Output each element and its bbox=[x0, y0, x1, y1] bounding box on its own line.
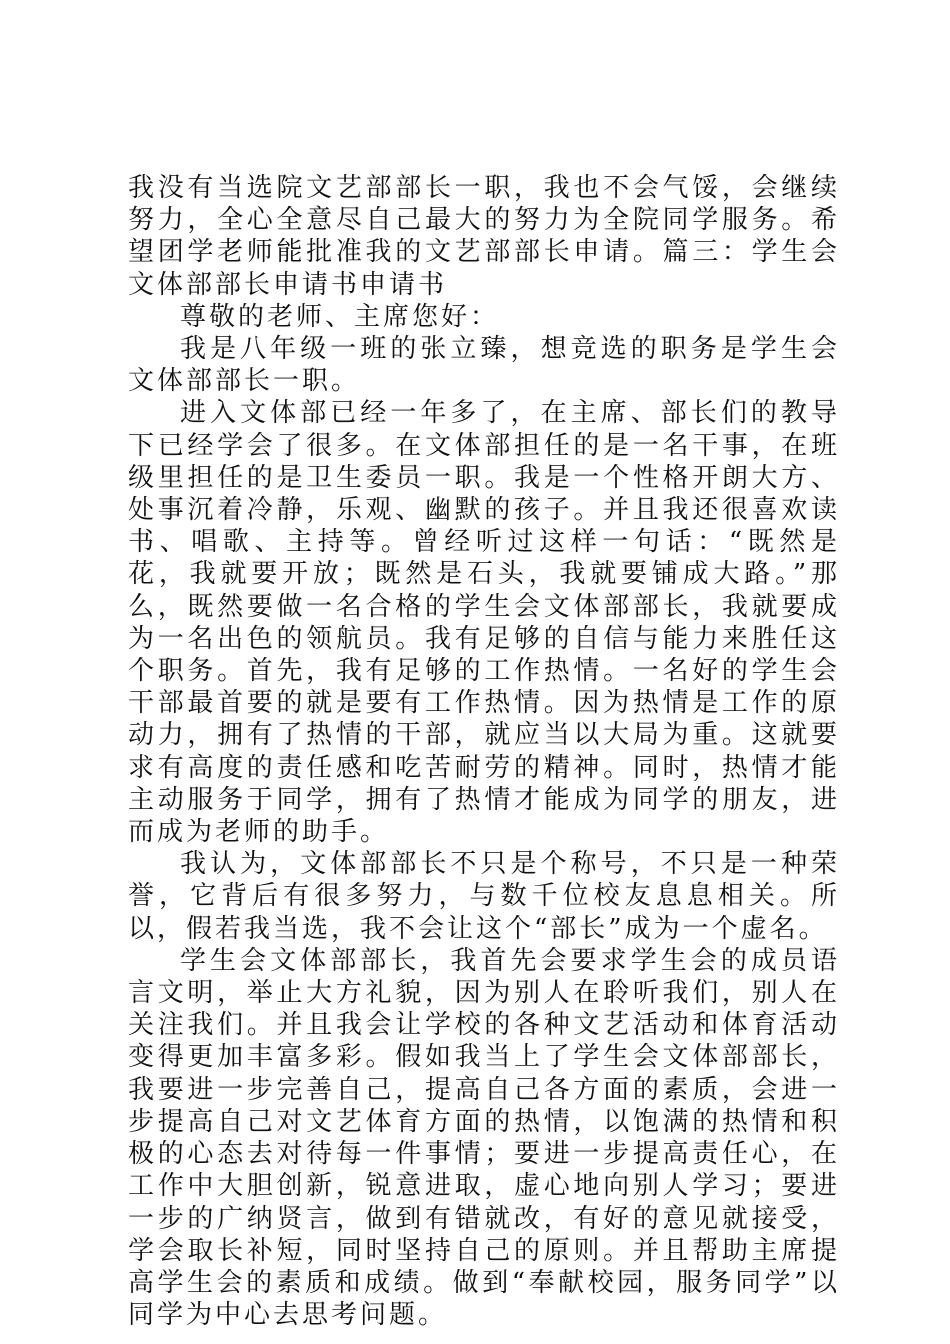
paragraph-experience: 进入文体部已经一年多了，在主席、部长们的教导下已经学会了很多。在文体部担任的是一名干事，在班级里担任的是卫生委员一职。我是一个性格开朗大方、处事沉着冷静，乐观、幽默的孩子。并且我还很喜欢读书、唱歌、主持等。曾经听过这样一句话：“既然是花，我就要开放；既然是石头，我就要铺成大路。”那么，既然要做一名合格的学生会文体部部长，我就要成为一名出色的领航员。我有足够的自信与能力来胜任这个职务。首先，我有足够的工作热情。一名好的学生会干部最首要的就是要有工作热情。因为热情是工作的原动力，拥有了热情的干部，就应当以大局为重。这就要求有高度的责任感和吃苦耐劳的精神。同时，热情才能主动服务于同学，拥有了热情才能成为同学的朋友，进而成为老师的助手。 bbox=[128, 398, 840, 848]
document-body bbox=[128, 172, 840, 1331]
paragraph-continuation: 我没有当选院文艺部部长一职，我也不会气馁，会继续努力，全心全意尽自己最大的努力为全院同学服务。希望团学老师能批准我的文艺部部长申请。篇三：学生会文体部部长申请书申请书 bbox=[128, 173, 840, 300]
paragraph-introduction: 我是八年级一班的张立臻，想竞选的职务是学生会文体部部长一职。 bbox=[128, 334, 840, 397]
paragraph-view: 我认为，文体部部长不只是个称号，不只是一种荣誉，它背后有很多努力，与数千位校友息息相关。所以，假若我当选，我不会让这个“部长”成为一个虚名。 bbox=[128, 849, 840, 944]
paragraph-salutation: 尊敬的老师、主席您好： bbox=[180, 301, 500, 332]
paragraph-plan: 学生会文体部部长，我首先会要求学生会的成员语言文明，举止大方礼貌，因为别人在聆听我们，别人在关注我们。并且我会让学校的各种文艺活动和体育活动变得更加丰富多彩。假如我当上了学生会文体部部长，我要进一步完善自己，提高自己各方面的素质，会进一步提高自己对文艺体育方面的热情，以饱满的热情和积极的心态去对待每一件事情；要进一步提高责任心，在工作中大胆创新，锐意进取，虚心地向别人学习；要进一步的广纳贤言，做到有错就改，有好的意见就接受，学会取长补短，同时坚持自己的原则。并且帮助主席提高学生会的素质和成绩。做到“奉献校园，服务同学”以同学为中心去思考问题。 bbox=[128, 945, 840, 1331]
